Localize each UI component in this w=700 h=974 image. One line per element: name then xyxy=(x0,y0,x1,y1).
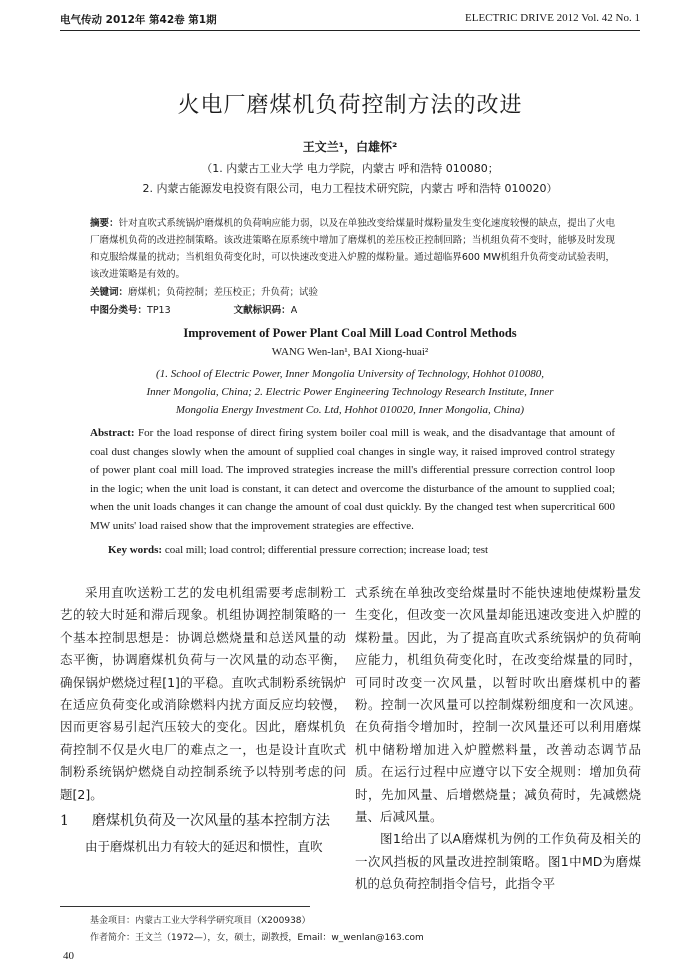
abstract-cn-label: 摘要： xyxy=(90,218,119,229)
affiliation-2: 2. 内蒙古能源发电投资有限公司，电力工程技术研究院，内蒙古 呼和浩特 010020） xyxy=(142,182,558,195)
abstract-en-text: For the load response of direct firing system boiler coal mill is weak, and the disadvantage that amount of coal dust changes slowly when the amount of supplied coal changes in single way, it raised improved control strategy of power plant coal mill load. The improved strategies increase the mill's differential pressure correction control loop in the logic; when the unit load is constant, it can detect and overcome the disturbance of the amount to supplied coal; when the unit loads changes it can change the amount of coal dust quickly. By the changed test when supercritical 600 MW units' load raised show that the improvement strategies are effective. xyxy=(90,427,615,532)
abstract-en xyxy=(90,424,615,535)
body-paragraph: 图1给出了以A磨煤机为例的工作负荷及相关的一次风挡板的风量改进控制策略。图1中MD为磨煤机的总负荷控制指令信号，此指令平 xyxy=(355,831,641,892)
paper-title-en: Improvement of Power Plant Coal Mill Load Control Methods xyxy=(183,326,517,340)
keywords-en-text: coal mill; load control; differential pressure correction; increase load; test xyxy=(164,544,489,556)
funding-note: 基金项目：内蒙古工业大学科学研究项目（X200938） xyxy=(90,916,311,926)
section-title: 磨煤机负荷及一次风量的基本控制方法 xyxy=(92,813,330,830)
journal-header-en: ELECTRIC DRIVE 2012 Vol. 42 No. 1 xyxy=(465,12,640,24)
keywords-cn-label: 关键词： xyxy=(90,287,129,298)
doc-code: 文献标识码：A xyxy=(233,305,298,316)
authors: 王文兰¹，白雄怀² xyxy=(302,140,398,154)
affiliation-en-3: Mongolia Energy Investment Co. Ltd, Hohhot 010020, Inner Mongolia, China) xyxy=(175,404,525,416)
author-note: 作者简介：王文兰（1972—），女，硕士，副教授，Email：w_wenlan@163.com xyxy=(90,933,424,943)
clc-code: 中图分类号：TP13 xyxy=(90,305,171,316)
body-paragraph: 式系统在单独改变给煤量时不能快速地使煤粉量发生变化，但改变一次风量却能迅速改变进入炉膛的煤粉量。因此，为了提高直吹式系统锅炉的负荷响应能力，机组负荷变化时，在改变给煤量的同时，可同时改变一次风量，以暂时吹出磨煤机中的蓄粉。控制一次风量可以控制煤粉细度和一次风速。在负荷指令增加时，控制一次风量还可以利用磨煤机中储粉增加进入炉膛燃料量，改善动态调节品质。在运行过程中应遵守以下安全规则：增加负荷时，先加风量、后增燃烧量；减负荷时，先减燃烧量、后减风量。 xyxy=(355,585,641,825)
section-number: 1 xyxy=(60,813,69,830)
affiliation-1: （1. 内蒙古工业大学 电力学院，内蒙古 呼和浩特 010080； xyxy=(201,162,499,175)
affiliation-en-2: Inner Mongolia, China; 2. Electric Power Engineering Technology Research Institute, Inner xyxy=(146,386,554,398)
header-rule xyxy=(60,30,640,31)
keywords-cn xyxy=(90,284,615,298)
abstract-en-label: Abstract: xyxy=(90,427,135,439)
body-column-left xyxy=(60,582,346,858)
keywords-en-label: Key words: xyxy=(108,544,163,556)
abstract-cn xyxy=(90,215,615,283)
authors-en: WANG Wen-lan¹, BAI Xiong-huai² xyxy=(271,346,429,358)
body-paragraph: 由于磨煤机出力有较大的延迟和惯性，直吹 xyxy=(85,839,323,855)
keywords-cn-text: 磨煤机；负荷控制；差压校正；升负荷；试验 xyxy=(128,287,319,298)
footnote-rule xyxy=(60,906,310,907)
abstract-cn-text: 针对直吹式系统锅炉磨煤机的负荷响应能力弱，以及在单独改变给煤量时煤粉量发生变化速度较慢的缺点，提出了火电厂磨煤机负荷的改进控制策略。该改进策略在原系统中增加了磨煤机的差压校正控制回路；当机组负荷不变时，能够及时发现和克服给煤量的扰动；当机组负荷变化时，可以快速改变进入炉膛的煤粉量。通过超临界600 MW机组升负荷变动试验表明，该改进策略是有效的。 xyxy=(90,218,615,280)
body-paragraph: 采用直吹送粉工艺的发电机组需要考虑制粉工艺的较大时延和滞后现象。机组协调控制策略的一个基本控制思想是：协调总燃烧量和总送风量的动态平衡，协调磨煤机负荷与一次风量的动态平衡，确保锅炉燃烧过程[1]的平稳。直吹式制粉系统锅炉在适应负荷变化或消除燃料内扰方面反应均较慢，因而更容易引起汽压较大的变化。因此，磨煤机负荷控制不仅是火电厂的难点之一，也是设计直吹式制粉系统锅炉燃烧自动控制系统予以特别考虑的问题[2]。 xyxy=(60,585,346,802)
paper-title: 火电厂磨煤机负荷控制方法的改进 xyxy=(177,93,523,118)
page-number: 40 xyxy=(63,950,74,962)
classification xyxy=(90,302,357,316)
keywords-en xyxy=(108,544,618,556)
affiliation-en-1: (1. School of Electric Power, Inner Mongolia University of Technology, Hohhot 010080, xyxy=(156,368,544,380)
journal-header-cn: 电气传动 2012年 第42卷 第1期 xyxy=(60,14,217,26)
body-column-right xyxy=(355,582,641,896)
section-heading-1 xyxy=(60,808,346,834)
